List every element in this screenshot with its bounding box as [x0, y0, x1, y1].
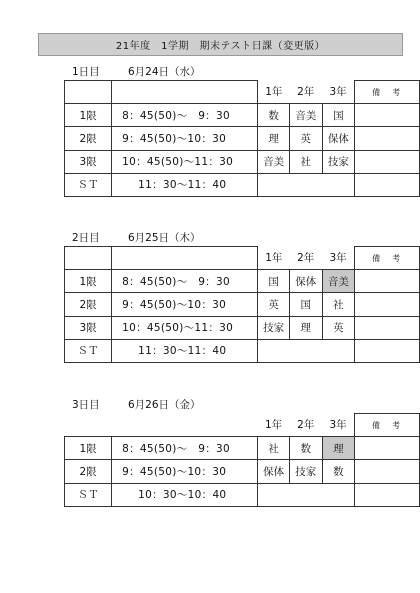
day-2-label: 2日目 — [72, 232, 100, 244]
subject-cell: 国 — [258, 270, 290, 293]
subject-cell: 保体 — [289, 270, 322, 293]
time-cell: 10：45(50)～11：30 — [112, 150, 258, 173]
table-row — [65, 316, 420, 339]
period-cell: 2限 — [65, 460, 112, 483]
subject-cell: 英 — [258, 293, 290, 316]
subject-cell-highlighted: 理 — [322, 437, 355, 460]
subject-cell: 理 — [289, 316, 322, 339]
remarks-cell — [355, 150, 420, 173]
grade-header: 1年 — [264, 419, 283, 432]
st-row — [65, 173, 420, 196]
day-1-schedule-table — [64, 80, 420, 197]
day-2-schedule-table — [64, 246, 420, 363]
subject-cell: 国 — [289, 293, 322, 316]
st-subject-cell — [258, 339, 355, 362]
table-row — [65, 293, 420, 316]
remarks-cell — [355, 293, 420, 316]
subject-cell: 技家 — [322, 150, 355, 173]
st-label-cell: ＳＴ — [65, 173, 112, 196]
st-label-cell: ＳＴ — [65, 339, 112, 362]
day-1-label: 1日目 — [72, 66, 100, 78]
st-row — [65, 483, 420, 506]
subject-cell: 国 — [322, 104, 355, 127]
st-time-cell: 11：30～11：40 — [112, 339, 258, 362]
grade-header: 3年 — [329, 419, 347, 432]
day-3-date: 6月26日（金） — [128, 399, 201, 411]
subject-cell: 数 — [258, 104, 290, 127]
period-cell: 1限 — [65, 437, 112, 460]
grade-header: 3年 — [329, 252, 347, 265]
period-cell: 1限 — [65, 270, 112, 293]
day-2-date: 6月25日（木） — [128, 232, 201, 244]
time-cell: 8：45(50)～ 9：30 — [112, 104, 258, 127]
subject-cell: 音美 — [258, 150, 290, 173]
header-period-cell — [65, 247, 112, 270]
table-header-row — [65, 414, 420, 437]
remarks-cell — [355, 460, 420, 483]
header-period-cell — [65, 81, 112, 104]
header-time-cell — [112, 414, 258, 437]
remarks-cell — [355, 173, 420, 196]
period-cell: 2限 — [65, 127, 112, 150]
day-3-heading — [72, 397, 201, 412]
st-subject-cell — [258, 483, 355, 506]
header-time-cell — [112, 81, 258, 104]
remarks-header: 備 考 — [355, 414, 420, 437]
header-time-cell — [112, 247, 258, 270]
time-cell: 8：45(50)～ 9：30 — [112, 437, 258, 460]
table-row — [65, 460, 420, 483]
table-header-row — [65, 247, 420, 270]
subject-cell: 社 — [258, 437, 290, 460]
grade-header: 3年 — [329, 86, 347, 99]
st-row — [65, 339, 420, 362]
period-cell: 3限 — [65, 150, 112, 173]
remarks-cell — [355, 127, 420, 150]
subject-cell: 数 — [322, 460, 355, 483]
day-3-label: 3日目 — [72, 399, 100, 411]
grade-header: 1年 — [265, 86, 283, 99]
day-3-schedule-table — [64, 413, 420, 507]
time-cell: 8：45(50)～ 9：30 — [112, 270, 258, 293]
subject-cell: 保体 — [322, 127, 355, 150]
remarks-cell — [355, 104, 420, 127]
day-1-date: 6月24日（水） — [128, 66, 201, 78]
table-row — [65, 437, 420, 460]
page-title: 21年度 1学期 期末テスト日課（変更版） — [38, 33, 403, 56]
table-header-row — [65, 81, 420, 104]
period-cell: 3限 — [65, 316, 112, 339]
remarks-cell — [355, 316, 420, 339]
grade-header: 2年 — [297, 419, 315, 432]
remarks-cell — [355, 437, 420, 460]
remarks-header: 備 考 — [355, 81, 420, 104]
subject-cell: 技家 — [258, 316, 290, 339]
remarks-cell — [355, 483, 420, 506]
time-cell: 9：45(50)～10：30 — [112, 127, 258, 150]
subject-cell: 保体 — [258, 460, 290, 483]
st-time-cell: 11：30～11：40 — [112, 173, 258, 196]
remarks-cell — [355, 270, 420, 293]
table-row — [65, 104, 420, 127]
grade-header: 2年 — [297, 86, 315, 99]
subject-cell: 技家 — [289, 460, 322, 483]
subject-cell: 数 — [289, 437, 322, 460]
subject-cell: 社 — [289, 150, 322, 173]
grade-header: 1年 — [265, 252, 283, 265]
time-cell: 9：45(50)～10：30 — [112, 460, 258, 483]
period-cell: 1限 — [65, 104, 112, 127]
table-row — [65, 270, 420, 293]
day-2-heading — [72, 230, 201, 245]
subject-cell: 理 — [258, 127, 290, 150]
table-row — [65, 150, 420, 173]
day-1-heading — [72, 64, 201, 79]
st-time-cell: 10：30～10：40 — [112, 483, 258, 506]
time-cell: 10：45(50)～11：30 — [112, 316, 258, 339]
subject-cell: 英 — [289, 127, 322, 150]
table-row — [65, 127, 420, 150]
grade-header: 2年 — [297, 252, 315, 265]
subject-cell: 音美 — [289, 104, 322, 127]
remarks-cell — [355, 339, 420, 362]
subject-cell: 英 — [322, 316, 355, 339]
st-subject-cell — [258, 173, 355, 196]
st-label-cell: ＳＴ — [65, 483, 112, 506]
subject-cell-highlighted: 音美 — [322, 270, 355, 293]
period-cell: 2限 — [65, 293, 112, 316]
remarks-header: 備 考 — [355, 247, 420, 270]
subject-cell: 社 — [322, 293, 355, 316]
time-cell: 9：45(50)～10：30 — [112, 293, 258, 316]
header-period-cell — [65, 414, 112, 437]
